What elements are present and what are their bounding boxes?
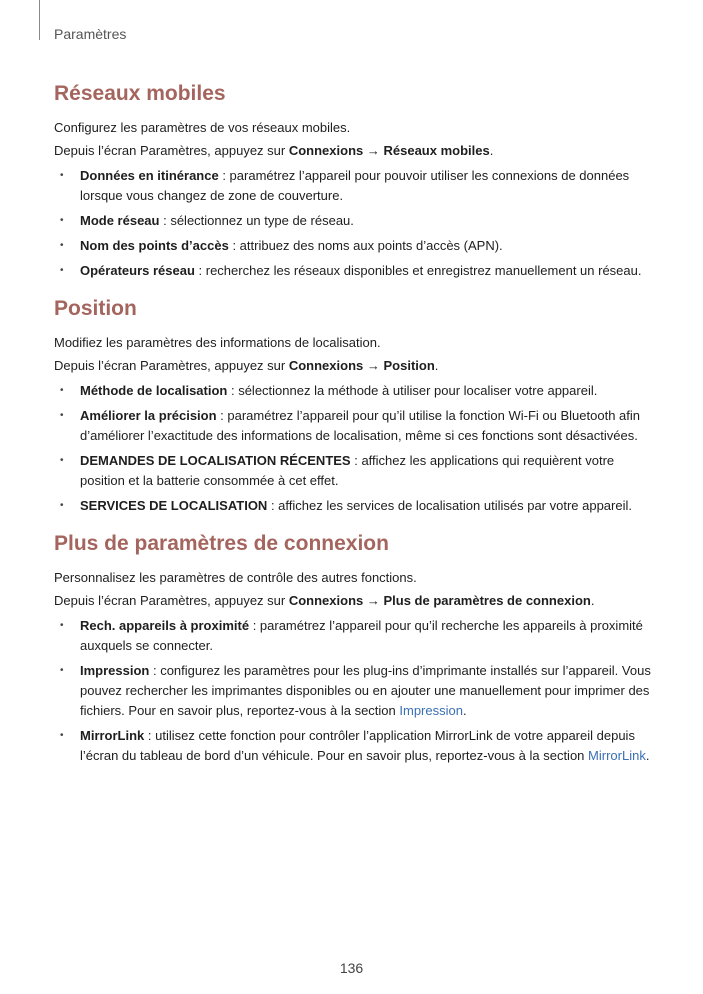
option-desc: : affichez les services de localisation utilisés par votre appareil. bbox=[267, 498, 632, 513]
option-term: Améliorer la précision bbox=[80, 408, 217, 423]
section-position bbox=[54, 295, 654, 516]
navigation-path bbox=[54, 139, 654, 162]
option-desc: : recherchez les réseaux disponibles et enregistrez manuellement un réseau. bbox=[194, 263, 642, 278]
option-desc: : attribuez des noms aux points d’accès (APN). bbox=[228, 238, 503, 253]
page-number: 136 bbox=[339, 960, 364, 976]
list-item bbox=[54, 451, 654, 491]
option-term: Opérateurs réseau bbox=[80, 263, 195, 278]
list-item bbox=[54, 261, 654, 281]
option-term: Mode réseau bbox=[80, 213, 160, 228]
path-arrow: → bbox=[363, 358, 384, 373]
option-list bbox=[54, 381, 654, 516]
path-step-target: Position bbox=[383, 358, 435, 373]
list-item bbox=[54, 616, 654, 656]
path-step-connexions: Connexions bbox=[288, 358, 364, 373]
link-impression[interactable]: Impression bbox=[399, 703, 463, 718]
option-end: . bbox=[462, 703, 467, 718]
list-item bbox=[54, 381, 654, 401]
header-title: Paramètres bbox=[54, 26, 127, 42]
section-intro: Modifiez les paramètres des informations de localisation. bbox=[54, 335, 381, 350]
list-item bbox=[54, 496, 654, 516]
list-item bbox=[54, 211, 654, 231]
option-desc: : paramétrez l’appareil pour qu’il utilise la fonction Wi-Fi ou Bluetooth afin d’améliorer l’exactitude des informations de localisation, même si ces fonctions sont désactivées. bbox=[80, 408, 640, 443]
option-list bbox=[54, 166, 654, 281]
list-item bbox=[54, 726, 654, 766]
path-step-connexions: Connexions bbox=[288, 593, 364, 608]
option-end: . bbox=[645, 748, 650, 763]
list-item bbox=[54, 406, 654, 446]
page-content bbox=[54, 80, 654, 780]
path-prefix: Depuis l’écran Paramètres, appuyez sur bbox=[54, 143, 289, 158]
list-item bbox=[54, 236, 654, 256]
option-term: DEMANDES DE LOCALISATION RÉCENTES bbox=[80, 453, 351, 468]
option-list bbox=[54, 616, 654, 766]
section-title: Position bbox=[54, 297, 137, 320]
section-intro: Personnalisez les paramètres de contrôle des autres fonctions. bbox=[54, 570, 417, 585]
option-term: Données en itinérance bbox=[80, 168, 219, 183]
path-arrow: → bbox=[363, 143, 384, 158]
navigation-path bbox=[54, 589, 654, 612]
option-desc: : sélectionnez un type de réseau. bbox=[159, 213, 354, 228]
section-mobile-networks bbox=[54, 80, 654, 281]
option-desc: : paramétrez l’appareil pour qu’il recherche les appareils à proximité auxquels se connecter. bbox=[80, 618, 643, 653]
option-desc: : configurez les paramètres pour les plug-ins d’imprimante installés sur l’appareil. Vous pouvez rechercher les imprimantes disponibles ou en ajouter une manuellement pour imprimer des fichiers. Pour en savoir plus, reportez-vous à la section bbox=[80, 663, 651, 718]
list-item bbox=[54, 661, 654, 721]
section-title: Réseaux mobiles bbox=[54, 82, 226, 105]
option-desc: : affichez les applications qui requièrent votre position et la batterie consommée à cet effet. bbox=[80, 453, 615, 488]
section-more-connection-settings bbox=[54, 530, 654, 766]
path-prefix: Depuis l’écran Paramètres, appuyez sur bbox=[54, 358, 289, 373]
path-prefix: Depuis l’écran Paramètres, appuyez sur bbox=[54, 593, 289, 608]
option-desc: : utilisez cette fonction pour contrôler l’application MirrorLink de votre appareil depuis l’écran du tableau de bord d’un véhicule. Pour en savoir plus, reportez-vous à la section bbox=[80, 728, 635, 763]
path-step-target: Réseaux mobiles bbox=[383, 143, 490, 158]
list-item bbox=[54, 166, 654, 206]
option-term: Rech. appareils à proximité bbox=[80, 618, 250, 633]
section-title: Plus de paramètres de connexion bbox=[54, 532, 389, 555]
path-step-connexions: Connexions bbox=[288, 143, 364, 158]
option-desc: : paramétrez l’appareil pour pouvoir utiliser les connexions de données lorsque vous changez de zone de couverture. bbox=[80, 168, 630, 203]
header-rule bbox=[39, 0, 40, 40]
path-end: . bbox=[489, 143, 494, 158]
path-step-target: Plus de paramètres de connexion bbox=[383, 593, 591, 608]
path-end: . bbox=[590, 593, 595, 608]
option-term: SERVICES DE LOCALISATION bbox=[80, 498, 268, 513]
navigation-path bbox=[54, 354, 654, 377]
option-desc: : sélectionnez la méthode à utiliser pour localiser votre appareil. bbox=[227, 383, 598, 398]
option-term: MirrorLink bbox=[80, 728, 145, 743]
option-term: Nom des points d’accès bbox=[80, 238, 229, 253]
option-term: Impression bbox=[80, 663, 150, 678]
section-intro: Configurez les paramètres de vos réseaux mobiles. bbox=[54, 120, 351, 135]
option-term: Méthode de localisation bbox=[80, 383, 228, 398]
link-mirrorlink[interactable]: MirrorLink bbox=[588, 748, 646, 763]
path-end: . bbox=[434, 358, 439, 373]
path-arrow: → bbox=[363, 593, 384, 608]
